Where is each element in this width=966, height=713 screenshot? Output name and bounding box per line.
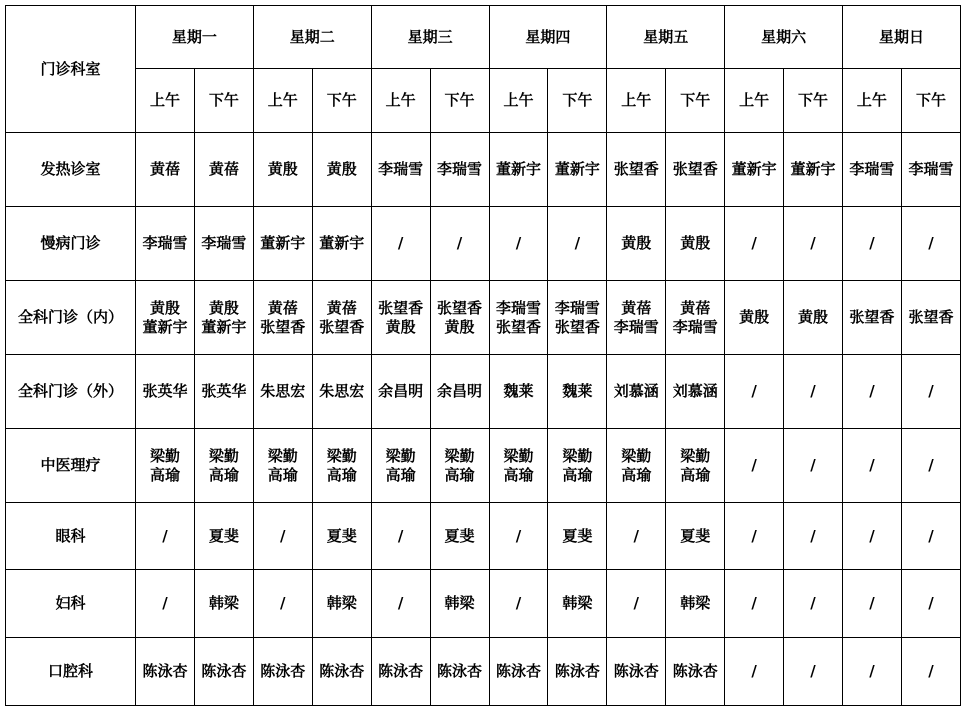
schedule-cell xyxy=(548,638,607,706)
schedule-cell xyxy=(489,638,548,706)
schedule-cell xyxy=(136,503,195,570)
doctor-name: 高瑜 xyxy=(503,465,534,484)
schedule-cell xyxy=(784,133,843,207)
doctor-name: / xyxy=(162,526,168,545)
doctor-name: 李瑞雪 xyxy=(495,298,541,317)
doctor-name: 高瑜 xyxy=(621,465,652,484)
schedule-cell xyxy=(371,570,430,638)
schedule-cell xyxy=(607,570,666,638)
schedule-cell xyxy=(312,133,371,207)
doctor-name: / xyxy=(633,594,640,612)
schedule-cell xyxy=(725,570,784,638)
doctor-name: 张英华 xyxy=(142,382,188,400)
schedule-cell xyxy=(666,429,725,503)
schedule-cell xyxy=(784,207,843,281)
schedule-cell xyxy=(430,207,489,281)
schedule-cell xyxy=(666,207,725,281)
dept-name-cell: 全科门诊（内） xyxy=(6,281,136,355)
schedule-cell xyxy=(430,570,489,638)
doctor-name: 陈泳杏 xyxy=(437,662,483,680)
doctor-name: / xyxy=(810,594,816,612)
dept-name-cell: 眼科 xyxy=(6,503,136,570)
schedule-cell xyxy=(136,133,195,207)
doctor-name: / xyxy=(869,526,875,545)
doctor-name: 董新宇 xyxy=(790,160,836,178)
schedule-cell xyxy=(607,429,666,503)
doctor-name: 梁勤 xyxy=(267,446,298,465)
doctor-name: 李瑞雪 xyxy=(672,317,718,336)
schedule-cell xyxy=(194,133,253,207)
am-header-cell: 上午 xyxy=(842,69,901,133)
doctor-name: / xyxy=(515,234,522,252)
schedule-cell xyxy=(312,207,371,281)
schedule-cell xyxy=(901,207,960,281)
doctor-name: / xyxy=(928,382,934,400)
doctor-name: 梁勤 xyxy=(680,446,711,465)
doctor-name: / xyxy=(397,234,404,252)
schedule-cell xyxy=(842,355,901,429)
doctor-name: / xyxy=(751,662,757,680)
schedule-cell xyxy=(136,207,195,281)
doctor-name: 张望香 xyxy=(378,298,424,317)
am-header-cell: 上午 xyxy=(607,69,666,133)
doctor-name: 黄蓓 xyxy=(208,160,239,178)
schedule-cell xyxy=(253,281,312,355)
schedule-cell xyxy=(136,570,195,638)
doctor-name: 朱思宏 xyxy=(319,382,365,400)
doctor-name: 黄殷 xyxy=(267,160,298,178)
dept-name-cell: 中医理疗 xyxy=(6,429,136,503)
doctor-name: 梁勤 xyxy=(562,446,593,465)
doctor-name: 黄蓓 xyxy=(680,298,711,317)
day-header-cell: 星期五 xyxy=(607,6,725,69)
schedule-cell xyxy=(194,638,253,706)
schedule-cell xyxy=(725,638,784,706)
pm-header-cell: 下午 xyxy=(194,69,253,133)
doctor-name: 黄殷 xyxy=(739,308,770,326)
doctor-name: 董新宇 xyxy=(201,317,247,336)
schedule-cell xyxy=(842,281,901,355)
schedule-cell xyxy=(548,570,607,638)
schedule-cell xyxy=(901,281,960,355)
schedule-cell xyxy=(136,429,195,503)
schedule-cell xyxy=(136,355,195,429)
schedule-cell xyxy=(371,281,430,355)
schedule-cell xyxy=(312,638,371,706)
am-header-cell: 上午 xyxy=(371,69,430,133)
doctor-name: 梁勤 xyxy=(149,446,180,465)
schedule-cell xyxy=(312,570,371,638)
doctor-name: 黄蓓 xyxy=(267,298,298,317)
doctor-name: 陈泳杏 xyxy=(495,662,541,680)
schedule-cell xyxy=(194,429,253,503)
doctor-name: 张望香 xyxy=(319,317,365,336)
doctor-name: 黄蓓 xyxy=(149,160,180,178)
schedule-cell xyxy=(253,355,312,429)
schedule-cell xyxy=(548,133,607,207)
doctor-name: 梁勤 xyxy=(326,446,357,465)
duty-schedule-table xyxy=(5,5,961,706)
schedule-cell xyxy=(725,281,784,355)
doctor-name: 黄殷 xyxy=(680,234,711,252)
schedule-cell xyxy=(312,503,371,570)
doctor-name: / xyxy=(751,234,757,252)
schedule-cell xyxy=(784,503,843,570)
doctor-name: / xyxy=(751,526,757,545)
half-day-header-row xyxy=(6,69,961,133)
schedule-cell xyxy=(548,429,607,503)
doctor-name: / xyxy=(456,234,463,252)
doctor-name: 张望香 xyxy=(613,160,659,178)
doctor-name: 黄殷 xyxy=(621,234,652,252)
doctor-name: / xyxy=(810,526,816,545)
table-body xyxy=(6,133,961,706)
doctor-name: / xyxy=(751,456,757,474)
doctor-name: / xyxy=(574,234,581,252)
schedule-cell xyxy=(607,503,666,570)
schedule-cell xyxy=(901,503,960,570)
doctor-name: 梁勤 xyxy=(385,446,416,465)
schedule-cell xyxy=(194,207,253,281)
table-row xyxy=(6,355,961,429)
schedule-cell xyxy=(430,503,489,570)
schedule-cell xyxy=(784,355,843,429)
schedule-cell xyxy=(901,355,960,429)
dept-name-cell: 全科门诊（外） xyxy=(6,355,136,429)
doctor-name: 高瑜 xyxy=(562,465,593,484)
schedule-cell xyxy=(253,207,312,281)
doctor-name: / xyxy=(633,526,640,545)
dept-name-cell: 口腔科 xyxy=(6,638,136,706)
doctor-name: 刘慕涵 xyxy=(672,382,718,400)
schedule-cell xyxy=(901,570,960,638)
schedule-cell xyxy=(725,355,784,429)
doctor-name: 张英华 xyxy=(201,382,247,400)
schedule-cell xyxy=(784,281,843,355)
day-header-cell: 星期三 xyxy=(371,6,489,69)
doctor-name: / xyxy=(810,662,816,680)
schedule-cell xyxy=(194,281,253,355)
doctor-name: 张望香 xyxy=(908,308,954,326)
schedule-cell xyxy=(842,638,901,706)
schedule-cell xyxy=(194,570,253,638)
schedule-cell xyxy=(489,133,548,207)
schedule-cell xyxy=(842,503,901,570)
dept-name-cell: 发热诊室 xyxy=(6,133,136,207)
schedule-cell xyxy=(312,429,371,503)
doctor-name: / xyxy=(397,526,404,545)
doctor-name: / xyxy=(869,234,875,252)
table-header xyxy=(6,6,961,133)
schedule-cell xyxy=(725,503,784,570)
schedule-cell xyxy=(666,503,725,570)
doctor-name: / xyxy=(810,382,816,400)
doctor-name: 陈泳杏 xyxy=(142,662,188,680)
schedule-cell xyxy=(371,207,430,281)
doctor-name: / xyxy=(869,456,875,474)
doctor-name: 韩梁 xyxy=(562,594,593,612)
doctor-name: 张望香 xyxy=(554,317,600,336)
am-header-cell: 上午 xyxy=(489,69,548,133)
doctor-name: 李瑞雪 xyxy=(613,317,659,336)
doctor-name: 陈泳杏 xyxy=(260,662,306,680)
table-row xyxy=(6,281,961,355)
pm-header-cell: 下午 xyxy=(312,69,371,133)
doctor-name: / xyxy=(515,594,522,612)
doctor-name: / xyxy=(928,662,934,680)
day-header-cell: 星期六 xyxy=(725,6,843,69)
schedule-cell xyxy=(901,133,960,207)
doctor-name: 夏斐 xyxy=(326,526,357,545)
schedule-cell xyxy=(312,355,371,429)
doctor-name: 梁勤 xyxy=(444,446,475,465)
doctor-name: 陈泳杏 xyxy=(613,662,659,680)
pm-header-cell: 下午 xyxy=(901,69,960,133)
doctor-name: 朱思宏 xyxy=(260,382,306,400)
schedule-cell xyxy=(489,207,548,281)
day-header-cell: 星期四 xyxy=(489,6,607,69)
schedule-cell xyxy=(842,207,901,281)
doctor-name: 梁勤 xyxy=(503,446,534,465)
doctor-name: 李瑞雪 xyxy=(378,160,424,178)
schedule-cell xyxy=(371,638,430,706)
schedule-cell xyxy=(784,570,843,638)
doctor-name: 高瑜 xyxy=(208,465,239,484)
schedule-cell xyxy=(725,133,784,207)
schedule-cell xyxy=(607,207,666,281)
table-row xyxy=(6,429,961,503)
schedule-cell xyxy=(430,281,489,355)
doctor-name: 黄殷 xyxy=(385,317,416,336)
pm-header-cell: 下午 xyxy=(784,69,843,133)
doctor-name: / xyxy=(751,382,757,400)
doctor-name: 李瑞雪 xyxy=(849,160,895,178)
schedule-cell xyxy=(842,133,901,207)
schedule-cell xyxy=(548,281,607,355)
doctor-name: / xyxy=(280,526,286,545)
schedule-cell xyxy=(253,638,312,706)
doctor-name: 李瑞雪 xyxy=(142,234,188,252)
dept-header-cell: 门诊科室 xyxy=(6,6,136,133)
doctor-name: 韩梁 xyxy=(680,594,711,612)
doctor-name: 韩梁 xyxy=(444,594,475,612)
schedule-cell xyxy=(607,281,666,355)
table-row xyxy=(6,503,961,570)
doctor-name: 黄殷 xyxy=(444,317,475,336)
doctor-name: 夏斐 xyxy=(562,526,593,545)
doctor-name: 余昌明 xyxy=(378,382,424,400)
doctor-name: / xyxy=(928,234,934,252)
schedule-cell xyxy=(253,133,312,207)
schedule-cell xyxy=(784,638,843,706)
doctor-name: 张望香 xyxy=(672,160,718,178)
day-header-cell: 星期日 xyxy=(842,6,960,69)
table-row xyxy=(6,570,961,638)
doctor-name: 梁勤 xyxy=(621,446,652,465)
doctor-name: 高瑜 xyxy=(444,465,475,484)
doctor-name: 梁勤 xyxy=(208,446,239,465)
doctor-name: / xyxy=(751,594,757,612)
doctor-name: 董新宇 xyxy=(260,234,306,252)
schedule-cell xyxy=(489,429,548,503)
schedule-cell xyxy=(666,570,725,638)
schedule-cell xyxy=(607,355,666,429)
doctor-name: 李瑞雪 xyxy=(437,160,483,178)
schedule-cell xyxy=(901,638,960,706)
schedule-cell xyxy=(607,133,666,207)
am-header-cell: 上午 xyxy=(253,69,312,133)
doctor-name: 高瑜 xyxy=(267,465,298,484)
doctor-name: 陈泳杏 xyxy=(378,662,424,680)
schedule-cell xyxy=(666,281,725,355)
dept-name-cell: 慢病门诊 xyxy=(6,207,136,281)
doctor-name: 魏莱 xyxy=(562,382,593,400)
schedule-cell xyxy=(194,503,253,570)
doctor-name: 韩梁 xyxy=(326,594,357,612)
doctor-name: 董新宇 xyxy=(142,317,188,336)
table-row xyxy=(6,133,961,207)
day-header-cell: 星期一 xyxy=(136,6,254,69)
doctor-name: 张望香 xyxy=(849,308,895,326)
pm-header-cell: 下午 xyxy=(666,69,725,133)
schedule-cell xyxy=(371,133,430,207)
doctor-name: 陈泳杏 xyxy=(201,662,247,680)
doctor-name: 高瑜 xyxy=(149,465,180,484)
doctor-name: 黄殷 xyxy=(326,160,357,178)
schedule-cell xyxy=(548,503,607,570)
doctor-name: 黄殷 xyxy=(208,298,239,317)
schedule-cell xyxy=(371,355,430,429)
schedule-cell xyxy=(136,281,195,355)
schedule-cell xyxy=(371,429,430,503)
schedule-cell xyxy=(842,570,901,638)
doctor-name: / xyxy=(515,526,522,545)
doctor-name: 夏斐 xyxy=(208,526,239,545)
doctor-name: / xyxy=(869,382,875,400)
am-header-cell: 上午 xyxy=(725,69,784,133)
doctor-name: / xyxy=(869,662,875,680)
doctor-name: 陈泳杏 xyxy=(319,662,365,680)
doctor-name: / xyxy=(928,594,934,612)
schedule-cell xyxy=(312,281,371,355)
doctor-name: / xyxy=(869,594,875,612)
doctor-name: 董新宇 xyxy=(554,160,600,178)
pm-header-cell: 下午 xyxy=(548,69,607,133)
doctor-name: 黄蓓 xyxy=(326,298,357,317)
doctor-name: 黄殷 xyxy=(149,298,180,317)
doctor-name: 刘慕涵 xyxy=(613,382,659,400)
schedule-cell xyxy=(548,355,607,429)
table-row xyxy=(6,207,961,281)
doctor-name: 黄蓓 xyxy=(621,298,652,317)
schedule-cell xyxy=(430,638,489,706)
doctor-name: / xyxy=(162,594,168,612)
doctor-name: 高瑜 xyxy=(385,465,416,484)
doctor-name: / xyxy=(810,234,816,252)
table-row xyxy=(6,638,961,706)
doctor-name: 夏斐 xyxy=(680,526,711,545)
schedule-cell xyxy=(489,355,548,429)
schedule-cell xyxy=(489,503,548,570)
schedule-cell xyxy=(430,133,489,207)
doctor-name: 黄殷 xyxy=(798,308,829,326)
doctor-name: / xyxy=(928,456,934,474)
day-header-row xyxy=(6,6,961,69)
schedule-cell xyxy=(784,429,843,503)
doctor-name: 张望香 xyxy=(260,317,306,336)
doctor-name: 魏莱 xyxy=(503,382,534,400)
doctor-name: 张望香 xyxy=(437,298,483,317)
doctor-name: / xyxy=(280,594,286,612)
am-header-cell: 上午 xyxy=(136,69,195,133)
doctor-name: 余昌明 xyxy=(437,382,483,400)
schedule-cell xyxy=(136,638,195,706)
schedule-cell xyxy=(842,429,901,503)
schedule-cell xyxy=(194,355,253,429)
schedule-cell xyxy=(607,638,666,706)
doctor-name: 高瑜 xyxy=(680,465,711,484)
doctor-name: 张望香 xyxy=(495,317,541,336)
doctor-name: 董新宇 xyxy=(495,160,541,178)
schedule-cell xyxy=(666,133,725,207)
doctor-name: 陈泳杏 xyxy=(554,662,600,680)
schedule-cell xyxy=(371,503,430,570)
doctor-name: / xyxy=(928,526,934,545)
doctor-name: 夏斐 xyxy=(444,526,475,545)
doctor-name: 董新宇 xyxy=(319,234,365,252)
schedule-cell xyxy=(430,429,489,503)
schedule-cell xyxy=(489,281,548,355)
doctor-name: 高瑜 xyxy=(326,465,357,484)
pm-header-cell: 下午 xyxy=(430,69,489,133)
schedule-cell xyxy=(253,503,312,570)
schedule-cell xyxy=(666,355,725,429)
schedule-cell xyxy=(725,207,784,281)
doctor-name: 李瑞雪 xyxy=(201,234,247,252)
dept-name-cell: 妇科 xyxy=(6,570,136,638)
doctor-name: 韩梁 xyxy=(208,594,239,612)
doctor-name: / xyxy=(397,594,404,612)
doctor-name: 李瑞雪 xyxy=(554,298,600,317)
schedule-cell xyxy=(901,429,960,503)
schedule-cell xyxy=(489,570,548,638)
doctor-name: 李瑞雪 xyxy=(908,160,954,178)
doctor-name: 陈泳杏 xyxy=(672,662,718,680)
doctor-name: / xyxy=(810,456,816,474)
schedule-cell xyxy=(725,429,784,503)
doctor-name: 董新宇 xyxy=(731,160,777,178)
schedule-cell xyxy=(430,355,489,429)
schedule-cell xyxy=(253,570,312,638)
schedule-cell xyxy=(666,638,725,706)
day-header-cell: 星期二 xyxy=(253,6,371,69)
schedule-cell xyxy=(253,429,312,503)
schedule-cell xyxy=(548,207,607,281)
